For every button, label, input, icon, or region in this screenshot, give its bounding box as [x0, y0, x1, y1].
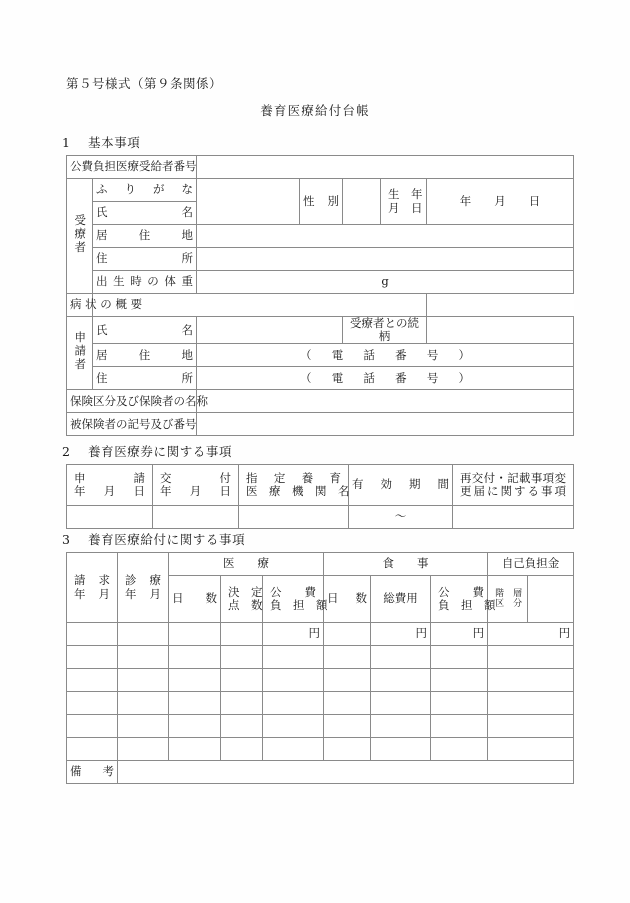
birthdate-value[interactable]: 年 月 日	[427, 179, 574, 225]
sex-value[interactable]	[343, 179, 381, 225]
treatment-year-month-value[interactable]	[118, 692, 169, 715]
remarks-label: 備 考	[67, 761, 118, 784]
medical-days-value[interactable]	[169, 623, 221, 646]
medical-points-value[interactable]	[221, 692, 263, 715]
applicant-group-label: 申請者	[67, 317, 93, 390]
section-number-3: 3	[62, 532, 71, 547]
medical-group-header: 医 療	[169, 553, 324, 576]
table-row	[67, 738, 574, 761]
reissue-change-value[interactable]	[453, 506, 574, 529]
self-payment-group-header: 自己負担金	[488, 553, 574, 576]
sex-label: 性 別	[300, 179, 343, 225]
patient-name-value[interactable]	[197, 179, 300, 225]
table-row	[67, 692, 574, 715]
application-date-value[interactable]	[67, 506, 153, 529]
medical-public-amount-value[interactable]	[263, 738, 324, 761]
meal-total-cost-value[interactable]	[371, 715, 431, 738]
medical-days-header: 日 数	[169, 576, 221, 623]
section-heading-3	[62, 530, 245, 548]
table-row	[67, 344, 574, 367]
table-row	[67, 156, 574, 179]
table-row	[67, 179, 574, 202]
medical-days-value[interactable]	[169, 692, 221, 715]
medical-voucher-table	[66, 464, 574, 529]
medical-days-value[interactable]	[169, 738, 221, 761]
reissue-change-header: 再交付・記載事項変 更届に関する事項	[453, 465, 574, 506]
table-row	[67, 271, 574, 294]
insurance-type-label: 保険区分及び保険者の名称	[67, 390, 197, 413]
treatment-year-month-value[interactable]	[118, 669, 169, 692]
claim-year-month-value[interactable]	[67, 646, 118, 669]
self-payment-value[interactable]	[488, 738, 574, 761]
applicant-residence-label: 居 住 地	[93, 344, 197, 367]
meal-days-value[interactable]	[324, 738, 371, 761]
insured-number-label: 被保険者の記号及び番号	[67, 413, 197, 436]
section-label-3: 養育医療給付に関する事項	[88, 532, 246, 547]
meal-total-cost-value[interactable]: 円	[371, 623, 431, 646]
designated-institution-header: 指 定 養 育 医 療 機 関 名	[239, 465, 349, 506]
table-row	[67, 715, 574, 738]
birth-weight-value[interactable]: g	[197, 271, 574, 294]
self-payment-value[interactable]	[488, 669, 574, 692]
benefit-records-table	[66, 552, 574, 784]
meal-public-amount-value[interactable]	[431, 715, 488, 738]
claim-year-month-value[interactable]	[67, 692, 118, 715]
claim-year-month-value[interactable]	[67, 715, 118, 738]
medical-public-amount-value[interactable]	[263, 669, 324, 692]
table-row	[67, 367, 574, 390]
section-heading-2	[62, 442, 232, 460]
medical-public-amount-value[interactable]	[263, 715, 324, 738]
issue-date-header: 交 付 年 月 日	[153, 465, 239, 506]
medical-public-amount-header: 公 費 負 担 額	[263, 576, 324, 623]
table-row	[67, 294, 574, 317]
table-row	[67, 413, 574, 436]
meal-days-value[interactable]	[324, 623, 371, 646]
table-header-row	[67, 465, 574, 506]
medical-points-value[interactable]	[221, 738, 263, 761]
applicant-address-value[interactable]: （電話番号）	[197, 367, 574, 390]
patient-name-label: 氏 名	[93, 202, 197, 225]
insurance-type-value[interactable]	[197, 390, 574, 413]
claim-year-month-header: 請 求 年 月	[67, 553, 118, 623]
claim-year-month-value[interactable]	[67, 623, 118, 646]
medical-public-amount-value[interactable]	[263, 692, 324, 715]
relation-value[interactable]	[427, 317, 574, 344]
insured-number-value[interactable]	[197, 413, 574, 436]
medical-days-value[interactable]	[169, 646, 221, 669]
patient-residence-label: 居 住 地	[93, 225, 197, 248]
applicant-residence-value[interactable]: （電話番号）	[197, 344, 574, 367]
birthdate-label: 生 年 月 日	[381, 179, 427, 225]
tier-classification-header: 階 層 区 分	[488, 576, 528, 623]
document-title: 養育医療給付台帳	[260, 103, 370, 118]
medical-days-value[interactable]	[169, 669, 221, 692]
self-payment-amount-header	[528, 576, 574, 623]
self-payment-value[interactable]	[488, 646, 574, 669]
section-label-2: 養育医療券に関する事項	[88, 444, 233, 459]
applicant-address-label: 住 所	[93, 367, 197, 390]
patient-address-value[interactable]	[197, 248, 574, 271]
birth-weight-label: 出生時の体重	[93, 271, 197, 294]
remarks-row	[67, 761, 574, 784]
meal-days-value[interactable]	[324, 715, 371, 738]
furigana-label: ふりがな	[93, 179, 197, 202]
table-row	[67, 317, 574, 344]
meal-public-amount-value[interactable]	[431, 692, 488, 715]
section-label-1: 基本事項	[88, 135, 141, 150]
basic-information-table	[66, 155, 574, 436]
meal-days-value[interactable]	[324, 692, 371, 715]
designated-institution-value[interactable]	[239, 506, 349, 529]
table-row	[67, 506, 574, 529]
medical-days-value[interactable]	[169, 715, 221, 738]
claim-year-month-value[interactable]	[67, 669, 118, 692]
meal-days-header: 日 数	[324, 576, 371, 623]
claim-year-month-value[interactable]	[67, 738, 118, 761]
medical-points-value[interactable]	[221, 623, 263, 646]
meal-total-cost-value[interactable]	[371, 738, 431, 761]
table-row	[67, 669, 574, 692]
meal-total-cost-value[interactable]	[371, 692, 431, 715]
section-number-1: 1	[62, 135, 71, 150]
table-row	[67, 646, 574, 669]
remarks-value[interactable]	[118, 761, 574, 784]
patient-residence-value[interactable]	[197, 225, 574, 248]
self-payment-value[interactable]	[488, 715, 574, 738]
meal-total-cost-header: 総費用	[371, 576, 431, 623]
self-payment-value[interactable]	[488, 692, 574, 715]
meal-days-value[interactable]	[324, 646, 371, 669]
application-date-header: 申 請 年 月 日	[67, 465, 153, 506]
meal-days-value[interactable]	[324, 669, 371, 692]
table-row	[67, 390, 574, 413]
medical-public-amount-value[interactable]: 円	[263, 623, 324, 646]
section-number-2: 2	[62, 444, 71, 459]
applicant-name-value[interactable]	[197, 317, 343, 344]
table-header-row	[67, 553, 574, 576]
medical-points-value[interactable]	[221, 715, 263, 738]
issue-date-value[interactable]	[153, 506, 239, 529]
treatment-year-month-value[interactable]	[118, 646, 169, 669]
validity-period-value[interactable]: ～	[349, 506, 453, 529]
meal-public-amount-value[interactable]	[431, 738, 488, 761]
table-row	[67, 248, 574, 271]
applicant-name-label: 氏 名	[93, 317, 197, 344]
medical-public-amount-value[interactable]	[263, 646, 324, 669]
medical-points-value[interactable]	[221, 646, 263, 669]
recipient-number-label: 公費負担医療受給者番号	[67, 156, 197, 179]
validity-period-header: 有 効 期 間	[349, 465, 453, 506]
meal-public-amount-value[interactable]	[431, 669, 488, 692]
section-heading-1	[62, 133, 140, 151]
medical-points-value[interactable]	[221, 669, 263, 692]
meal-total-cost-value[interactable]	[371, 646, 431, 669]
treatment-year-month-header: 診 療 年 月	[118, 553, 169, 623]
condition-summary-label: 病 状 の 概 要	[67, 294, 93, 317]
meal-public-amount-header: 公 費 負 担 額	[431, 576, 488, 623]
form-number: 第５号様式（第９条関係）	[66, 76, 223, 91]
table-row	[67, 225, 574, 248]
table-row	[67, 623, 574, 646]
medical-points-header: 決 定 点 数	[221, 576, 263, 623]
meal-group-header: 食 事	[324, 553, 488, 576]
patient-address-label: 住 所	[93, 248, 197, 271]
relation-label: 受療者との続柄	[343, 317, 427, 344]
self-payment-value[interactable]: 円	[488, 623, 574, 646]
meal-public-amount-value[interactable]: 円	[431, 623, 488, 646]
recipient-number-value[interactable]	[197, 156, 574, 179]
meal-total-cost-value[interactable]	[371, 669, 431, 692]
condition-summary-value[interactable]	[93, 294, 427, 317]
treatment-year-month-value[interactable]	[118, 623, 169, 646]
patient-group-label: 受療者	[67, 179, 93, 294]
treatment-year-month-value[interactable]	[118, 738, 169, 761]
treatment-year-month-value[interactable]	[118, 715, 169, 738]
meal-public-amount-value[interactable]	[431, 646, 488, 669]
